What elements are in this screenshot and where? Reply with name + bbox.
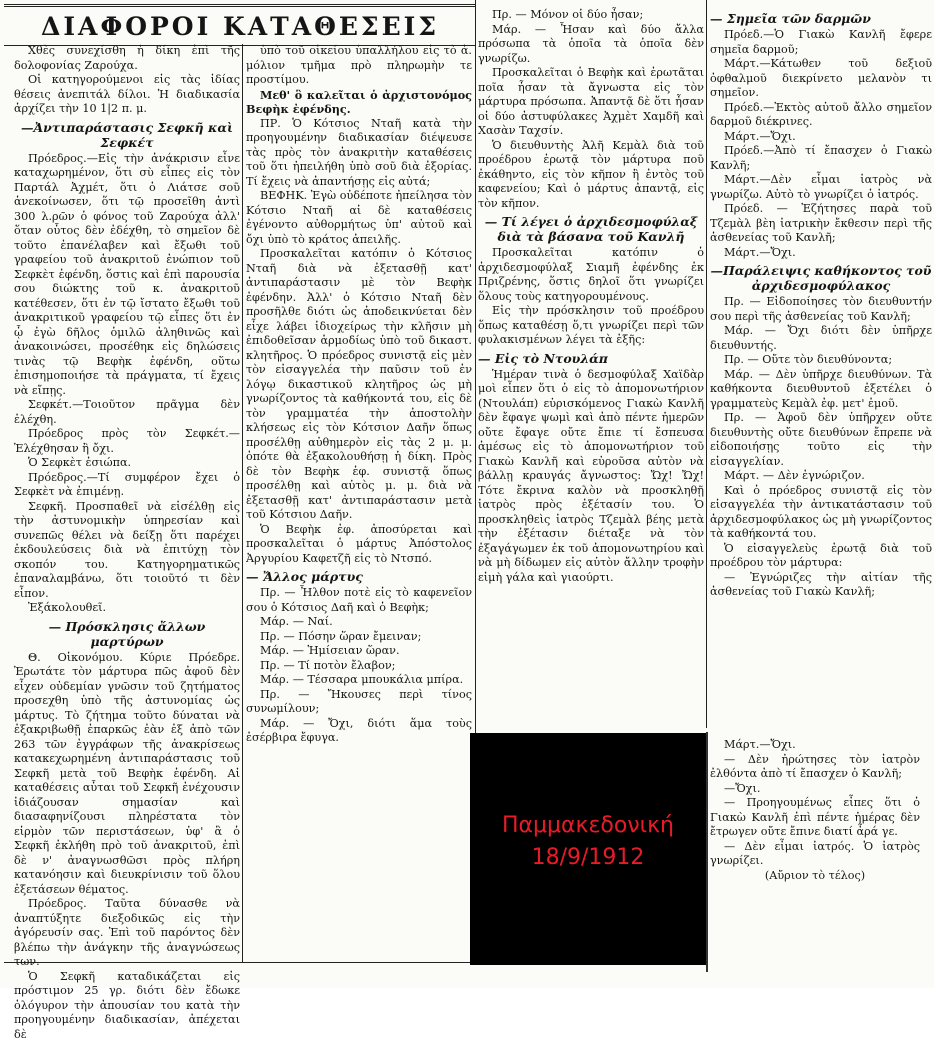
paragraph: Πρόεδ.—Ἐκτὸς αὐτοῦ ἄλλο σημεῖον δαρμοῦ διέκρινες. [710, 101, 932, 130]
paragraph: Μάρ. — Δὲν ὑπῆρχε διευθύνων. Τὰ καθήκοντα διευθυντοῦ ἐξετέλει ὁ γραμματεὺς Κεμὰλ ἐφ. μετ' ἐμοῦ. [710, 368, 932, 412]
paragraph: Μάρτ.—Ὄχι. [710, 130, 932, 145]
paragraph: Πρ. — Εἰδοποίησες τὸν διευθυντήν σου περὶ τῆς ἀσθενείας τοῦ Κανλῆ; [710, 295, 932, 324]
paragraph: Θ. Οἰκονόμου. Κύριε Πρόεδρε. Ἐρωτάτε τὸν μάρτυρα πῶς ἀφοῦ δὲν εἶχεν οὐδεμίαν γνῶσιν τοῦ ζητήματος προσεχθη ὑπὸ τῆς ἀστυνομίας ὡς μάρτυς. Τὸ ζήτημα τοῦτο δύναται νὰ ἐξακριβωθῇ ἐπαρκῶς ἐὰν ἐξ ἀπὸ τῶν 263 τῶν ἐγγράφων τῆς ἀνακρίσεως κατακεχωρημένη ἀντιπαράστασις τοῦ Σεφκῆ μετὰ τοῦ Βεφὴκ ἐφένδη. Αἱ καταθέσεις αὗται τοῦ Σεφκῆ ἐνέχουσιν ἰδιάζουσαν σημασίαν καὶ διασαφηνίζουσι πληρέστατα τὸν εἱρμὸν τῶν περιστάσεων, ὑφ' ἃ ὁ Σεφκῆ ἐκλήθη πρὸ τοῦ ἀνακριτοῦ, ἐπὶ δὲ ν' ἀναγνωσθῶσι πρὸς πλήρη κατανόησιν καὶ διευκρίνισιν τοῦ ὅλου ἐξετάσεων θέματος. [14, 651, 240, 898]
column-3 [478, 8, 704, 728]
paragraph: — Ἐγνώριζες τὴν αἰτίαν τῆς ἀσθενείας τοῦ Γιακὼ Κανλῆ; [710, 571, 932, 600]
paragraph: Πρόεδρος πρὸς τὸν Σεφκέτ.—Ἐλέχθησαν ἢ ὄχι. [14, 427, 240, 456]
paragraph: Εἰς τὴν πρόσκλησιν τοῦ προέδρου ὅπως καταθέσῃ ὅ,τι γνωρίζει περὶ τῶν φυλακισμένων λέγει τὰ ἑξῆς: [478, 304, 704, 348]
paragraph: Μάρ. — Ἦσαν καὶ δύο ἄλλα πρόσωπα τὰ ὁποῖα τὰ ὁποῖα δὲν γνωρίζω. [478, 23, 704, 67]
paragraph: Ὁ εἰσαγγελεὺς ἐρωτᾷ διὰ τοῦ προέδρου τὸν μάρτυρα: [710, 542, 932, 571]
paragraph: Πρόεδρος.—Τί συμφέρον ἔχει ὁ Σεφκὲτ νὰ ἐπιμένῃ. [14, 471, 240, 500]
subheading: — Πρόσκλησις ἄλλων μαρτύρων [14, 619, 240, 649]
subheading: — Ἄλλος μάρτυς [246, 569, 472, 584]
subheading: — Σημεῖα τῶν δαρμῶν [710, 11, 932, 26]
column-4 [710, 8, 932, 728]
column-2 [246, 44, 472, 962]
paragraph: Πρόεδρος.—Εἰς τὴν ἀνάκρισιν εἶνε καταχωρημένον, ὅτι σὺ εἶπες εἰς τὸν Παρτάλ Ἀχμέτ, ὅτι ὁ Λιάτσε σοῦ ἀνεκοίνωσεν, ὅτι τῷ προσεῖθη ἀντὶ 300 λ.ρῶν ὁ φόνος τοῦ Ζαρούχα ἀλλ' ὅταν οὗτος δὲν ἐδέχθη, τὸ σημεῖον δὲ τοῦτο ἐπανέλαβεν καὶ ἔξωθι τοῦ γραφείου τοῦ ἀνακριτοῦ ἐνώπιον τοῦ Σεφκὲτ ἐφένδη, ὅστις καὶ ἐπὶ παρουσία σου διώκτης τοῦ κ. ἀνακριτοῦ κατέθεσεν, ὅτι ἐν τῷ ἴστατο ἔξωθι τοῦ ἀνακριτικοῦ γραφείου τῷ εἶπες ὅτι ἐν ᾧ ἐγὼ δῆλος ὁμιλῶ ἀληθινῶς καὶ ἀνακοινώσει, προσέθηκ εἰς δηλώσεις τινὰς τῷ Βεφὴκ ἐφένδη, οὕτω ἐπισημοποιήσε τὰ πράγματα, τί ἔχεις νὰ εἴπῃς. [14, 152, 240, 399]
stamp-date: 18/9/1912 [470, 845, 706, 870]
paragraph: —Ὄχι. [710, 782, 920, 797]
paragraph: Ὁ διευθυντὴς Ἀλῆ Κεμὰλ διὰ τοῦ προέδρου ἐρωτᾷ τὸν μάρτυρα ποῦ ἐκάθηντο, εἰς τὸν κῆπον ἢ ἐντὸς τοῦ καφενείου; Καὶ ὁ μάρτυς ἀπαντᾷ, εἰς τὸν κῆπον. [478, 139, 704, 212]
continued-note: (Αὔριον τὸ τέλος) [710, 869, 920, 884]
paragraph: Σεφκῆ. Προσπαθεῖ νὰ εἰσέλθῃ εἰς τὴν ἀστυνομικὴν ὑπηρεσίαν καὶ συνεπῶς θέλει νὰ δείξῃ ὅτι παρέχει ἐκδουλεύσεις διὰ νὰ ἐπιτύχῃ τὸν σκοπόν του. Κατηγορηματικῶς ἐπαναλαμβάνω, ὅτι τοιοῦτό τι δὲν εἶπον. [14, 500, 240, 602]
paragraph: Προσκαλεῖται κατόπιν ὁ Κότσιος Νταῆ διὰ νὰ ἐξετασθῇ κατ' ἀντιπαράστασιν μὲ τὸν Βεφὴκ ἐφένδην. Ἀλλ' ὁ Κότσιο Νταῆ δὲν προσῆλθε διότι ὡς ἀποδεικνύεται δὲν εἶχε λάβει ἰδιοχείρως τὴν κλῆσιν μὴ ἐπιδοθεῖσαν ἁρμοδίως ὑπὸ τοῦ δικαστ. κλητῆρος. Ὁ πρόεδρος συνιστᾷ εἰς μὲν τὸν εἰσαγγελέα τὴν παῦσιν τοῦ ἐν λόγῳ δικαστικοῦ κλητῆρος ὡς μὴ γνωρίζοντος τὰ καθήκοντά του, εἰς δὲ τὸν γραμματέα τὴν ἀποστολὴν κλήσεως εἰς τὸν Κότσιον Δαῆν ὅπως προσέλθῃ αὐθημερὸν εἰς τὰς 2 μ. μ. ὁπότε θὰ ἐξακολουθήσῃ ἡ δίκη. Πρὸς δὲ τὸν Βεφὴκ ἐφ. συνιστᾷ ὅπως προσέλθῃ καὶ αὐτὸς μ. μ. διὰ νὰ ἐξετασθῇ κατ' ἀντιπαράστασιν μετὰ τοῦ Κότσιου Δαῆν. [246, 247, 472, 523]
paragraph: Μάρτ.—Κάτωθεν τοῦ δεξιοῦ ὀφθαλμοῦ διεκρίνετο μελανὸν τι σημεῖον. [710, 57, 932, 101]
paragraph: Πρόεδρος. Ταῦτα δύνασθε νὰ ἀναπτύξητε διεξοδικῶς εἰς τὴν ἀγόρευσίν σας. Ἐπὶ τοῦ παρόντος δὲν βλέπω τὴν ἀνάγκην τῆς ἀναγνώσεως των. [14, 897, 240, 970]
paragraph: Πρ. — Τί ποτὸν ἔλαβον; [246, 659, 472, 674]
paragraph: Πρ. — Ἦλθον ποτὲ εἰς τὸ καφενεῖον σου ὁ Κότσιος Δαῆ καὶ ὁ Βεφὴκ; [246, 586, 472, 615]
paragraph: Μάρτ.—Ὄχι. [710, 246, 932, 261]
paragraph: Προσκαλεῖται ὁ Βεφὴκ καὶ ἐρωτᾶται ποῖα ἦσαν τὰ ἄγνωστα εἰς τὸν μάρτυρα πρόσωπα. Ἀπαντᾷ δὲ ὅτι ἦσαν οἱ δύο ἀστυφύλακες Ἀχμὲτ Χαμδῆ καὶ Χασὰν Ταχσίν. [478, 66, 704, 139]
paragraph: Οἱ κατηγορούμενοι εἰς τὰς ἰδίας θέσεις ἀνεπιτάλ δίλοι. Ἡ διαδικασία ἀρχίζει τὴν 10 1|2 π. μ. [14, 73, 240, 117]
paragraph: Πρ. — Πόσην ὥραν ἔμειναν; [246, 630, 472, 645]
stamp-newspaper-name: Παμμακεδονική [470, 813, 706, 838]
paragraph: Μεθ' ὃ καλεῖται ὁ ἀρχιστονόμος Βεφὴκ ἐφένδης. [246, 88, 472, 117]
paragraph: Σεφκέτ.—Τοιοῦτον πρᾶγμα δὲν ἐλέχθη. [14, 398, 240, 427]
paragraph: Ὁ Σεφκῆ καταδικάζεται εἰς πρόστιμον 25 γρ. διότι δὲν ἔδωκε ὁλόγυρον τὴν ἀπουσίαν του κατὰ τὴν προηγουμένην διαδικασίαν, ἀπέχεται δὲ [14, 970, 240, 1042]
column-divider [706, 0, 707, 728]
paragraph: Ὁ Βεφὴκ ἐφ. ἀποσύρεται καὶ προσκαλεῖται ὁ μάρτυς Ἀπόστολος Ἀργυρίου Καφετζῆ εἰς τὸ Ντσπό. [246, 523, 472, 567]
paragraph: Μάρτ. — Δὲν ἐγνώριζον. [710, 469, 932, 484]
paragraph: Μάρ. — Ναί. [246, 615, 472, 630]
subheading: —Ἀντιπαράστασις Σεφκῆ καὶ Σεφκέτ [14, 120, 240, 150]
paragraph: Μάρτ.—Δὲν εἶμαι ἰατρὸς νὰ γνωρίζω. Αὐτὸ τὸ γνωρίζει ὁ ἰατρός. [710, 173, 932, 202]
subheading: — Τί λέγει ὁ ἀρχιδεσμοφύλαξ διὰ τὰ βάσανα τοῦ Κανλῆ [478, 214, 704, 244]
paragraph: Πρ. — Ἀφοῦ δὲν ὑπῆρχεν οὔτε διευθυντὴς οὔτε διευθύνων ἔπρεπε νὰ εἰδοποιήσῃς τοῦτο εἰς τὴν εἰσαγγελίαν. [710, 411, 932, 469]
subheading: — Εἰς τὸ Ντουλάπ [478, 351, 704, 366]
paragraph: Πρόεδ.—Ἀπὸ τί ἔπασχεν ὁ Γιακὼ Κανλῆ; [710, 144, 932, 173]
paragraph: — Δὲν ἠρώτησες τὸν ἰατρὸν ἐλθόντα ἀπὸ τί ἔπασχεν ὁ Κανλῆ; [710, 753, 920, 782]
paragraph: Πρ. — Μόνον οἱ δύο ἦσαν; [478, 8, 704, 23]
paragraph: Μάρ. — Ὄχι, διότι ἅμα τοὺς ἐσέρβιρα ἔφυγα. [246, 717, 472, 746]
clipping-edge [706, 732, 708, 972]
paragraph: Μάρ. — Ἡμίσειαν ὥραν. [246, 644, 472, 659]
paragraph: ΒΕΦΗΚ. Ἐγὼ οὐδέποτε ἠπείλησα τὸν Κότσιο Νταῆ αἱ δὲ καταθέσεις ἐγένοντο αὐθορμήτως ὑπ' αὐτοῦ καὶ ὄχι ὑπὸ τὸ κράτος ἀπειλῆς. [246, 189, 472, 247]
paragraph: ΠΡ. Ὁ Κότσιος Νταῆ κατὰ τὴν προηγουμένην διαδικασίαν διέψευσε τὰς πρὸς τὸν ἀνακριτὴν καταθέσεις τοῦ ὅτι ἠπειλήθη ὑπὸ σοῦ διὰ ἐξορίας. Τί ἔχεις νὰ ἀπαντήσῃς εἰς αὐτά; [246, 117, 472, 190]
paragraph: Μάρ. — Ὄχι διότι δὲν ὑπῆρχε διευθυντής. [710, 324, 932, 353]
paragraph: Ἐξάκολουθεῖ. [14, 601, 240, 616]
paragraph: — Δὲν εἶμαι ἰατρός. Ὁ ἰατρὸς γνωρίζει. [710, 840, 920, 869]
subheading: —Παράλειψις καθήκοντος τοῦ ἀρχιδεσμοφύλακος [710, 263, 932, 293]
paragraph: ὑπὸ τοῦ οἰκείου ὑπαλλήλου εἰς τὸ ἀ. μόλιον τμῆμα πρὸ πληρωμὴν τε προστίμου. [246, 44, 472, 88]
paragraph: Καὶ ὁ πρόεδρος συνιστᾷ εἰς τὸν εἰσαγγελέα τὴν ἀντικατάστασιν τοῦ ἀρχιδεσμοφύλακος ὡς μὴ γνωρίζοντος τὰ καθήκοντά του. [710, 484, 932, 542]
paragraph: Ἡμέραν τινὰ ὁ δεσμοφύλαξ Χαϊδὰρ μοὶ εἶπεν ὅτι ὁ εἰς τὸ ἀπομονωτήριον (Ντουλάπ) εὑρισκόμενος Γιακὼ Κανλῆ δὲν ἔφαγε ψωμὶ καὶ ἀπὸ πέντε ἡμερῶν οὔτε ἔφαγε οὔτε ἔπιε τί ἔσπευσα ἀμέσως εἰς τὸ ἀπομονωτήριον τοῦ Γιακὼ Κανλῆ καὶ εὑροῦσα αὐτὸν νὰ βάλλῃ κραυγάς ἄγνωστος: Ὤχ! Ὤχ! Τότε ἔκρινα καλὸν νὰ προσκληθῇ ἰατρὸς πρὸς ἐξέτασίν του. Ὁ προσκληθεὶς ἰατρὸς Τζεμὰλ βέης μετὰ τὴν ἐξέτασιν διέταξε νὰ τὸν ἐξαγάγωμεν ἐκ τοῦ ἀπομονωτηρίου καὶ νὰ μὴ δίδωμεν εἰς αὐτὸν ἄλλην τροφὴν εἰμὴ γάλα καὶ γιαούρτι. [478, 368, 704, 586]
source-date-stamp [470, 733, 706, 965]
paragraph: Μάρ. — Τέσσαρα μπουκάλια μπίρα. [246, 673, 472, 688]
paragraph: Πρ. — Ἤκουσες περὶ τίνος συνωμίλουν; [246, 688, 472, 717]
paragraph: Προσκαλεῖται κατόπιν ὁ ἀρχιδεσμοφύλαξ Σιαμῆ ἐφένδης ἐκ Πριζρένης, ὅστις δηλοῖ ὅτι γνωρίζει ὅλους τοὺς κατηγορουμένους. [478, 246, 704, 304]
paragraph: Μάρτ.—Ὄχι. [710, 738, 920, 753]
column-1 [14, 44, 240, 980]
column-5 [710, 738, 920, 974]
paragraph: — Προηγουμένως εἶπες ὅτι ὁ Γιακὼ Κανλῆ ἐπὶ πέντε ἡμέρας δὲν ἔτρωγεν οὔτε ἔπινε διατί ἆρά γε. [710, 796, 920, 840]
paragraph: Πρόεδ.—Ὁ Γιακὼ Κανλῆ ἔφερε σημεῖα δαρμοῦ; [710, 28, 932, 57]
column-divider [242, 44, 243, 962]
paragraph: Πρόεδ. — Ἐζήτησες παρὰ τοῦ Τζεμὰλ βὲη ἰατρικὴν ἔκθεσιν περὶ τῆς ἀσθενείας τοῦ Κανλῆ; [710, 202, 932, 246]
paragraph: Πρ. — Οὔτε τὸν διευθύνοντα; [710, 353, 932, 368]
paragraph: Χθὲς συνεχίσθη ἡ δίκη ἐπὶ τῆς δολοφονίας Ζαρούχα. [14, 44, 240, 73]
paragraph: Ὁ Σεφκὲτ ἐσιώπα. [14, 456, 240, 471]
article-title: ΔΙΑΦΟΡΟΙ ΚΑΤΑΘΕΣΕΙΣ [4, 4, 476, 46]
